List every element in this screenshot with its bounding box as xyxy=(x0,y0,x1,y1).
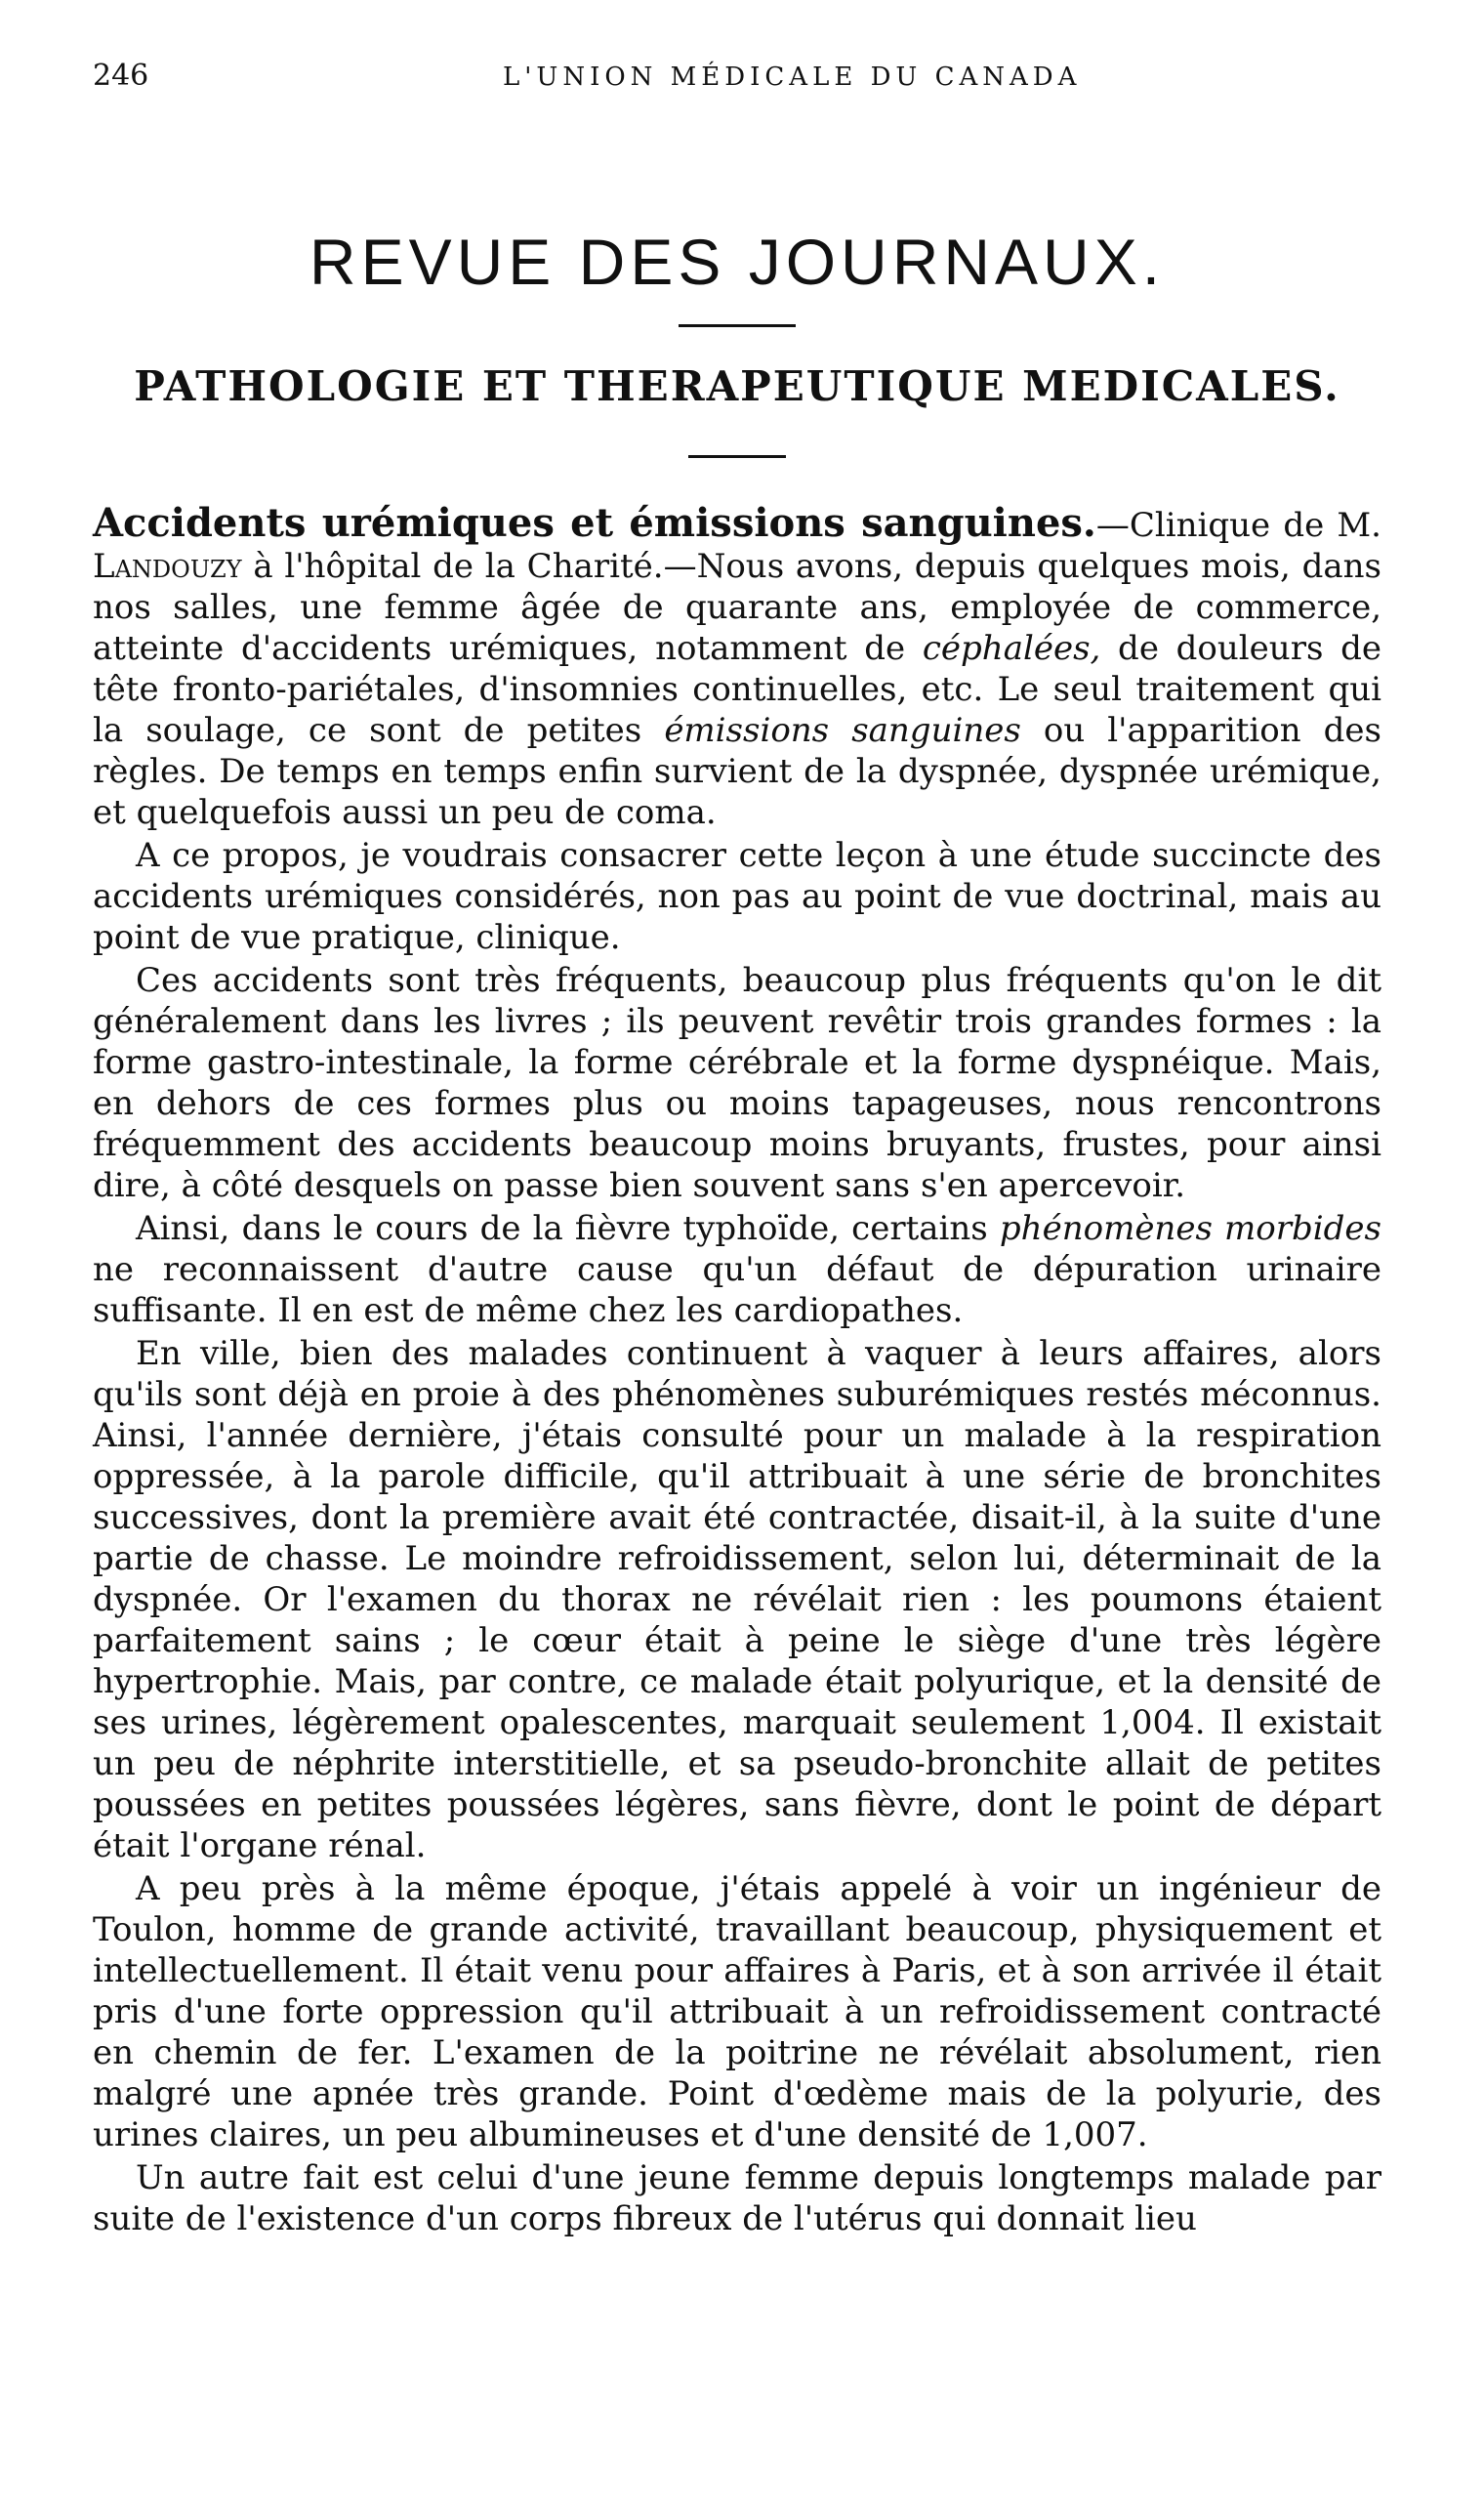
title-divider xyxy=(679,324,796,327)
paragraph-4-text-b: ne reconnaissent d'autre cause qu'un défaut de dépuration urinaire suffisante. Il en est de même chez les cardiopathes. xyxy=(93,1250,1381,1330)
paragraph-3: Ces accidents sont très fréquents, beaucoup plus fréquents qu'on le dit généralement dans les livres ; ils peuvent revêtir trois grandes formes : la forme gastro-intestinale, la forme cérébrale et la forme dyspnéique. Mais, en dehors de ces formes plus ou moins tapageuses, nous rencontrons fréquemment des accidents beaucoup moins bruyants, frustes, pour ainsi dire, à côté desquels on passe bien souvent sans s'en apercevoir. xyxy=(93,961,1381,1205)
running-head xyxy=(93,59,1381,117)
article-body xyxy=(93,500,1381,2239)
emphasis-phenomenes: phénomènes morbides xyxy=(999,1209,1381,1248)
clinic-intro: —Clinique de M. xyxy=(1095,506,1381,545)
article-title: Accidents urémiques et émissions sanguines. xyxy=(93,500,1096,546)
emphasis-emissions: émissions sanguines xyxy=(664,711,1021,750)
author-name: Landouzy xyxy=(93,547,242,586)
journal-name: L'UNION MÉDICALE DU CANADA xyxy=(503,63,1082,92)
paragraph-2: A ce propos, je voudrais consacrer cette leçon à une étude succincte des accidents urémiques considérés, non pas au point de vue doctrinal, mais au point de vue pratique, clinique. xyxy=(93,836,1381,957)
paragraph-4-text-a: Ainsi, dans le cours de la fièvre typhoïde, certains xyxy=(136,1209,1000,1248)
subsection-title: PATHOLOGIE ET THERAPEUTIQUE MEDICALES. xyxy=(134,362,1340,410)
paragraph-1-text-b: de douleurs de tête fronto-pariétales, d'insomnies continuelles, etc. Le seul traitement qui la soulage, ce sont de petites xyxy=(93,629,1381,750)
paragraph-1-text-a: à l'hôpital de la Charité.—Nous avons, depuis quelques mois, dans nos salles, une femme âgée de quarante ans, employée de commerce, atteinte d'accidents urémiques, notamment de xyxy=(93,547,1381,668)
document-page xyxy=(93,59,1381,2239)
paragraph-6: A peu près à la même époque, j'étais appelé à voir un ingénieur de Toulon, homme de grande activité, travaillant beaucoup, physiquement et intellectuellement. Il était venu pour affaires à Paris, et à son arrivée il était pris d'une forte oppression qu'il attribuait à un refroidissement contracté en chemin de fer. L'examen de la poitrine ne révélait absolument, rien malgré une apnée très grande. Point d'œdème mais de la polyurie, des urines claires, un peu albumineuses et d'une densité de 1,007. xyxy=(93,1869,1381,2154)
paragraph-5: En ville, bien des malades continuent à vaquer à leurs affaires, alors qu'ils sont déjà en proie à des phénomènes suburémiques restés méconnus. Ainsi, l'année dernière, j'étais consulté pour un malade à la respiration oppressée, à la parole difficile, qu'il attribuait à une série de bronchites successives, dont la première avait été contractée, disait-il, à la suite d'une partie de chasse. Le moindre refroidissement, selon lui, déterminait de la dyspnée. Or l'examen du thorax ne révélait rien : les poumons étaient parfaitement sains ; le cœur était à peine le siège d'une très légère hypertrophie. Mais, par contre, ce malade était polyurique, et la densité de ses urines, légèrement opalescentes, marquait seulement 1,004. Il existait un peu de néphrite interstitielle, et sa pseudo-bronchite allait de petites poussées en petites poussées légères, sans fièvre, dont le point de départ était l'organe rénal. xyxy=(93,1334,1381,1865)
emphasis-cephalees: céphalées, xyxy=(922,629,1101,668)
subsection-divider xyxy=(688,455,786,458)
section-title: REVUE DES JOURNAUX. xyxy=(309,226,1166,298)
paragraph-1-text-c: ou l'apparition des règles. De temps en temps enfin survient de la dyspnée, dyspnée urémique, et quelquefois aussi un peu de coma. xyxy=(93,711,1381,832)
paragraph-1 xyxy=(93,500,1381,833)
page-number: 246 xyxy=(93,59,149,93)
paragraph-7: Un autre fait est celui d'une jeune femme depuis longtemps malade par suite de l'existence d'un corps fibreux de l'utérus qui donnait lieu xyxy=(93,2158,1381,2238)
paragraph-4 xyxy=(93,1208,1381,1331)
